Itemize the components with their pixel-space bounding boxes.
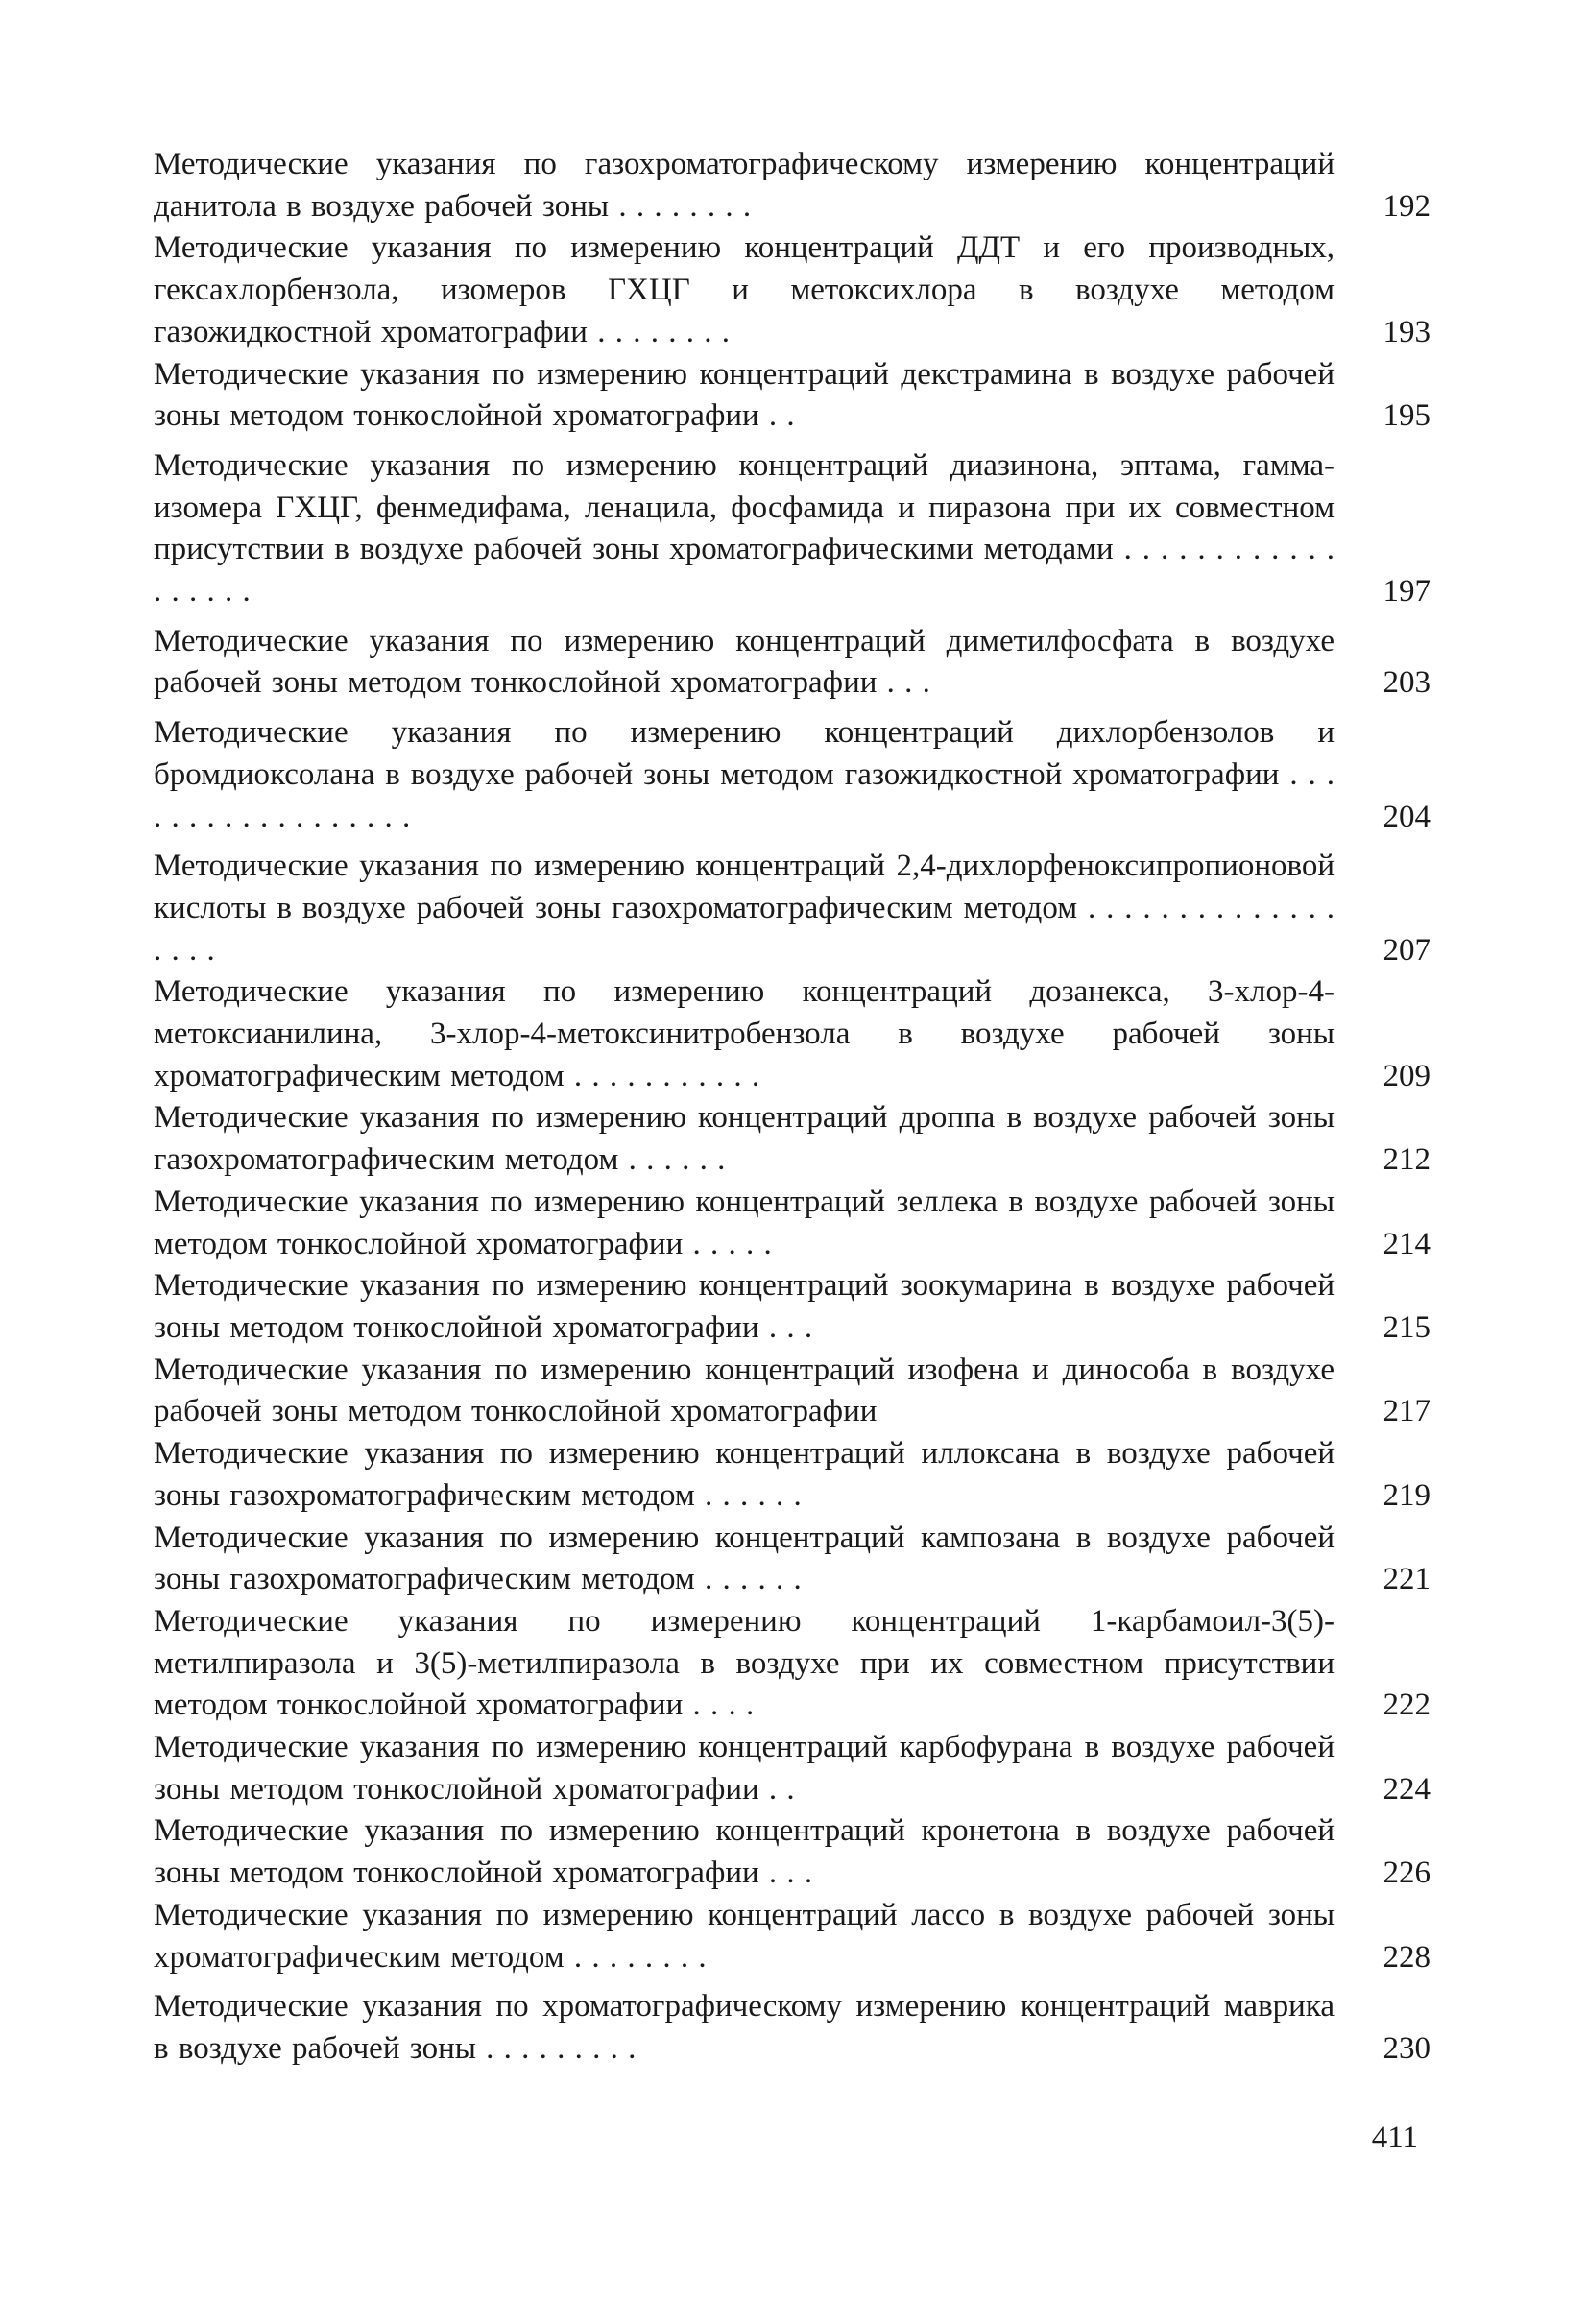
- toc-entry: [154, 712, 1431, 838]
- table-of-contents: [154, 144, 1431, 2071]
- toc-entry-page: 226: [1383, 1856, 1431, 1891]
- toc-entry-title: Методические указания по измерению концентраций дозанекса, 3-хлор-4-метоксианилина, 3-хлор-4-метоксинитробензола в воздухе рабочей зоны хроматографическим методом . . . . . . . . . . .: [154, 974, 1335, 1093]
- toc-entry-title: Методические указания по измерению концентраций кампозана в воздухе рабочей зоны газохроматографическим методом . . . . . .: [154, 1520, 1335, 1597]
- toc-entry-page: 197: [1383, 574, 1431, 610]
- toc-entry: [154, 1433, 1431, 1517]
- toc-entry-page: 215: [1383, 1309, 1431, 1345]
- toc-entry-title: Методические указания по измерению концентраций изофена и динособа в воздухе рабочей зоны методом тонкослойной хроматографии: [154, 1352, 1335, 1429]
- toc-entry: [154, 1986, 1431, 2070]
- toc-entry-title: Методические указания по хроматографическому измерению концентраций маврика в воздухе рабочей зоны . . . . . . . . .: [154, 1989, 1335, 2066]
- toc-entry-title: Методические указания по газохроматографическому измерению концентраций данитола в воздухе рабочей зоны . . . . . . . .: [154, 147, 1335, 224]
- toc-entry-title: Методические указания по измерению концентраций дроппа в воздухе рабочей зоны газохроматографическим методом . . . . . .: [154, 1100, 1335, 1178]
- toc-entry-page: 203: [1383, 665, 1431, 701]
- toc-entry-title: Методические указания по измерению концентраций кронетона в воздухе рабочей зоны методом тонкослойной хроматографии . . .: [154, 1813, 1335, 1891]
- toc-entry: [154, 1265, 1431, 1349]
- toc-entry-title: Методические указания по измерению концентраций диметилфосфата в воздухе рабочей зоны методом тонкослойной хроматографии . . .: [154, 623, 1335, 701]
- toc-entry-page: 195: [1383, 398, 1431, 434]
- toc-entry-page: 192: [1383, 188, 1431, 224]
- toc-entry-title: Методические указания по измерению концентраций лассо в воздухе рабочей зоны хроматографическим методом . . . . . . . .: [154, 1897, 1335, 1975]
- toc-entry-title: Методические указания по измерению концентраций 1-карбамоил-3(5)-метилпиразола и 3(5)-метилпиразола в воздухе при их совместном присутствии методом тонкослойной хроматографии . . . .: [154, 1603, 1335, 1723]
- toc-entry-page: 214: [1383, 1226, 1431, 1261]
- toc-entry: [154, 1727, 1431, 1810]
- toc-entry-page: 217: [1383, 1394, 1431, 1429]
- toc-entry-title: Методические указания по измерению концентраций диазинона, эптама, гамма-изомера ГХЦГ, фенмедифама, ленацила, фосфамида и пиразона при их совместном присутствии в воздухе рабочей зоны хроматографическими методами . . . . . . . . . . . . . . . . . .: [154, 447, 1335, 610]
- toc-entry: [154, 1350, 1431, 1433]
- toc-entry-page: 224: [1383, 1771, 1431, 1807]
- toc-entry-title: Методические указания по измерению концентраций дихлорбензолов и бромдиоксолана в воздухе рабочей зоны методом газожидкостной хроматографии . . . . . . . . . . . . . . . . . .: [154, 715, 1335, 834]
- toc-entry-page: 209: [1383, 1058, 1431, 1093]
- toc-entry-page: 219: [1383, 1477, 1431, 1513]
- toc-entry-page: 207: [1383, 932, 1431, 968]
- toc-entry-title: Методические указания по измерению концентраций декстрамина в воздухе рабочей зоны методом тонкослойной хроматографии . .: [154, 356, 1335, 434]
- toc-entry: [154, 1097, 1431, 1181]
- toc-entry-page: 222: [1383, 1688, 1431, 1723]
- toc-entry-title: Методические указания по измерению концентраций зеллека в воздухе рабочей зоны методом тонкослойной хроматографии . . . . .: [154, 1184, 1335, 1261]
- toc-entry: [154, 354, 1431, 438]
- toc-entry: [154, 1601, 1431, 1727]
- toc-entry-page: 204: [1383, 799, 1431, 834]
- toc-entry: [154, 971, 1431, 1097]
- toc-entry-page: 230: [1383, 2030, 1431, 2066]
- toc-entry: [154, 144, 1431, 228]
- toc-entry-page: 221: [1383, 1562, 1431, 1597]
- toc-entry: [154, 445, 1431, 613]
- toc-entry: [154, 1518, 1431, 1601]
- toc-entry-title: Методические указания по измерению концентраций 2,4-дихлорфеноксипропионовой кислоты в воздухе рабочей зоны газохроматографическим методом . . . . . . . . . . . . . . . . . .: [154, 849, 1335, 968]
- page-number: 411: [1371, 2120, 1418, 2155]
- toc-entry-title: Методические указания по измерению концентраций карбофурана в воздухе рабочей зоны методом тонкослойной хроматографии . .: [154, 1730, 1335, 1807]
- toc-entry-title: Методические указания по измерению концентраций зоокумарина в воздухе рабочей зоны методом тонкослойной хроматографии . . .: [154, 1268, 1335, 1345]
- toc-entry: [154, 228, 1431, 353]
- toc-entry: [154, 621, 1431, 705]
- toc-entry-page: 212: [1383, 1142, 1431, 1178]
- toc-entry: [154, 846, 1431, 971]
- toc-entry: [154, 1182, 1431, 1265]
- toc-entry-title: Методические указания по измерению концентраций ДДТ и его производных, гексахлорбензола, изомеров ГХЦГ и метоксихлора в воздухе методом газожидкостной хроматографии . . . . . . . .: [154, 230, 1335, 349]
- toc-entry-title: Методические указания по измерению концентраций иллоксана в воздухе рабочей зоны газохроматографическим методом . . . . . .: [154, 1436, 1335, 1513]
- toc-entry: [154, 1810, 1431, 1894]
- toc-entry-page: 228: [1383, 1939, 1431, 1975]
- toc-entry: [154, 1895, 1431, 1978]
- toc-entry-page: 193: [1383, 314, 1431, 349]
